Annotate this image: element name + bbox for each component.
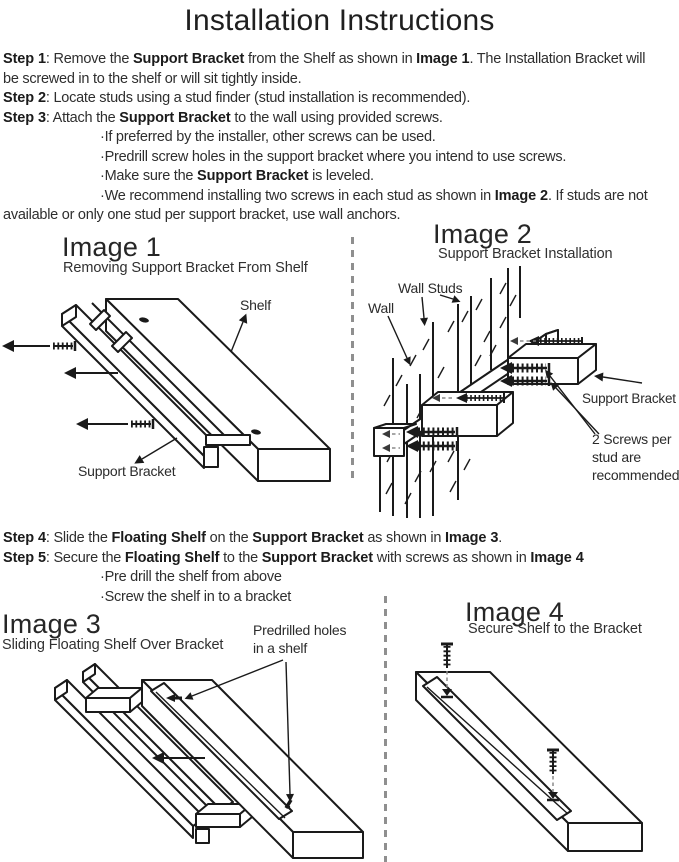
two-screws-callout	[545, 370, 679, 483]
instruction-line: Step 5: Secure the Floating Shelf to the Support Bracket with screws as shown in Image 4	[3, 549, 584, 566]
instruction-line: ·Make sure the Support Bracket is leveled.	[100, 168, 374, 184]
figure-row-1-divider	[351, 237, 354, 478]
figure-1-subtitle: Removing Support Bracket From Shelf	[63, 260, 308, 276]
support-bracket-callout	[582, 373, 676, 407]
figure-2-subtitle: Support Bracket Installation	[438, 246, 613, 262]
wall-studs-callout	[398, 280, 463, 326]
figure-1-drawing	[0, 278, 352, 520]
figure-4-subtitle: Secure Shelf to the Bracket	[468, 621, 642, 637]
fig1-bracket-label: Support Bracket	[78, 463, 176, 479]
instruction-line: ·Pre drill the shelf from above	[100, 569, 282, 585]
fig2-wall-studs-label: Wall Studs	[398, 280, 463, 296]
pull-arrow-1	[2, 340, 75, 352]
figure-2-drawing	[360, 266, 679, 518]
instructions-block-2	[3, 529, 677, 607]
fig2-screws-note-line1: 2 Screws per	[592, 431, 672, 447]
figure-3-heading: Image 3	[2, 609, 101, 639]
fig3-holes-label-line2: in a shelf	[253, 640, 308, 656]
instruction-line: Step 3: Attach the Support Bracket to the wall using provided screws.	[3, 109, 443, 126]
figure-4-heading: Image 4	[465, 597, 564, 627]
instruction-line: Step 4: Slide the Floating Shelf on the Support Bracket as shown in Image 3.	[3, 530, 503, 546]
fig2-screws-note-line3: recommended	[592, 467, 679, 483]
figure-2-heading: Image 2	[433, 219, 532, 249]
instruction-line: Step 2: Locate studs using a stud finder (stud installation is recommended).	[3, 90, 471, 106]
instruction-line: be screwed in to the shelf or will sit tightly inside.	[3, 70, 302, 87]
figure-3-drawing	[0, 618, 385, 862]
fig2-bracket-label: Support Bracket	[582, 391, 676, 406]
instruction-line: available or only one stud per support bracket, use wall anchors.	[3, 207, 401, 223]
instructions-block-1	[3, 50, 677, 226]
fig1-shelf-label: Shelf	[240, 297, 271, 313]
instruction-line: ·Screw the shelf in to a bracket	[100, 588, 292, 605]
figure-1-heading: Image 1	[62, 232, 161, 262]
instruction-line: ·We recommend installing two screws in each stud as shown in Image 2. If studs are not	[100, 187, 648, 204]
figure-4-drawing	[385, 640, 679, 862]
floating-shelf-drawing	[416, 672, 642, 851]
support-bracket-callout	[78, 438, 177, 479]
fig2-wall-label: Wall	[368, 300, 394, 316]
instruction-line: ·If preferred by the installer, other screws can be used.	[100, 129, 436, 145]
figure-3-subtitle: Sliding Floating Shelf Over Bracket	[2, 637, 224, 653]
instruction-line: ·Predrill screw holes in the support bracket where you intend to use screws.	[100, 148, 567, 165]
pull-arrow-3	[76, 418, 153, 430]
shelf-callout	[231, 297, 271, 352]
screw-1	[441, 644, 453, 697]
page-title: Installation Instructions	[184, 4, 495, 37]
fig3-holes-label-line1: Predrilled holes	[253, 622, 347, 638]
fig2-screws-note-line2: stud are	[592, 449, 641, 465]
wall-callout	[368, 300, 411, 365]
instruction-line: Step 1: Remove the Support Bracket from the Shelf as shown in Image 1. The Installation Bracket will	[3, 51, 646, 67]
